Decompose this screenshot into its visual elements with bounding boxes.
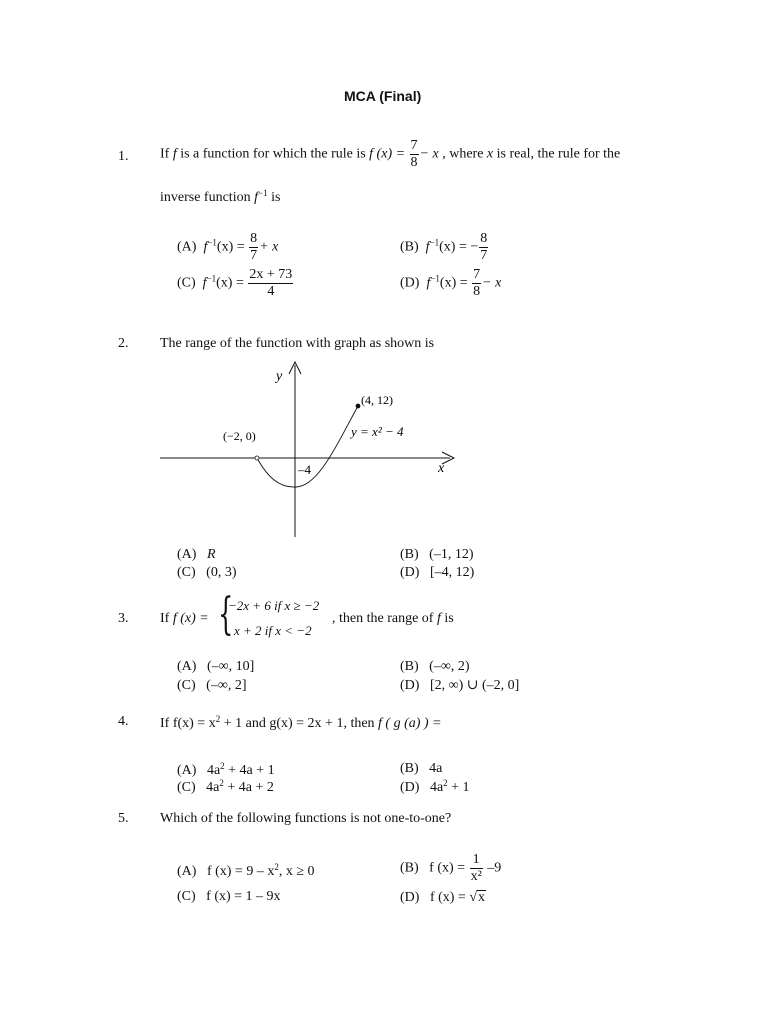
- q3-stem-tail: , then the range of f is: [332, 611, 454, 626]
- q5-option-a[interactable]: (A) f $(x) = 9 - x^2$, x ≥ 0: [177, 862, 315, 879]
- q2-number: 2.: [118, 336, 129, 351]
- q3-option-b[interactable]: (B) (–∞, 2): [400, 659, 470, 674]
- vertex-label: –4: [298, 462, 311, 477]
- x-axis-arrow: [442, 452, 454, 464]
- y-axis-label: y: [276, 369, 283, 384]
- q5-option-b[interactable]: (B) f (x) = $\frac{1}{\text{x²}}$ –9: [400, 852, 502, 884]
- q2-option-d[interactable]: (D) [–4, 12): [400, 565, 475, 580]
- q2-option-b[interactable]: (B) (–1, 12): [400, 547, 474, 562]
- q2-option-a[interactable]: (A) R: [177, 547, 216, 562]
- q4-number: 4.: [118, 714, 129, 729]
- q1-stem-line2: inverse function $f^{-1}$ is: [160, 188, 281, 205]
- q1-number: 1.: [118, 149, 129, 164]
- q1-option-c[interactable]: (C) $f^{-1}(x)$ = $\frac{2x + 73}{4}$: [177, 267, 293, 299]
- q2-stem: The range of the function with graph as shown is: [160, 336, 435, 351]
- q2-option-c[interactable]: (C) (0, 3): [177, 565, 237, 580]
- q3-option-a[interactable]: (A) (–∞, 10]: [177, 659, 255, 674]
- q5-option-d[interactable]: (D) f (x) = √x: [400, 890, 486, 905]
- q4-option-a[interactable]: (A) $4a^2 + 4a + 1$: [177, 761, 275, 778]
- q4-stem: If $f(x) = x^2 + 1$ and g(x) = 2x + 1, then f ( g (a) ) =: [160, 714, 442, 731]
- q4-option-b[interactable]: (B) 4a: [400, 761, 443, 776]
- q1-option-b[interactable]: (B) $f^{-1}(x)$ = − $\frac{8}{7}$: [400, 231, 488, 263]
- parabola-curve: [257, 406, 358, 487]
- x-axis-label: x: [438, 461, 445, 476]
- point-left-label: (−2, 0): [223, 429, 256, 443]
- q1-option-d[interactable]: (D) $f^{-1}(x)$ = $\frac{7}{8}$ − x: [400, 267, 502, 299]
- q3-option-c[interactable]: (C) (–∞, 2]: [177, 678, 247, 693]
- page-title: MCA (Final): [344, 88, 422, 104]
- q3-option-d[interactable]: (D) [2, ∞) ∪ (–2, 0]: [400, 678, 520, 693]
- endpoint-left: [255, 456, 259, 460]
- q3-case-1: −2x + 6 if x ≥ −2: [228, 598, 320, 613]
- point-right-label: (4, 12): [361, 393, 393, 407]
- equation-label: y = x² − 4: [351, 424, 404, 439]
- q1-stem-line1: If f is a function for which the rule is f (x) = $\frac{7}{8}$ − x , where x is real, the rule for the: [160, 138, 621, 170]
- endpoint-right: [356, 404, 360, 408]
- sqrt-sign-icon: √: [469, 890, 478, 905]
- q3-number: 3.: [118, 611, 129, 626]
- q4-option-d[interactable]: (D) $4a^2 + 1$: [400, 778, 470, 795]
- q3-case-2: x + 2 if x < −2: [234, 623, 312, 638]
- q4-option-c[interactable]: (C) $4a^2 + 4a + 2$: [177, 778, 274, 795]
- q5-option-c[interactable]: (C) f (x) = 1 – 9x: [177, 889, 281, 904]
- q5-stem: Which of the following functions is not one-to-one?: [160, 811, 452, 826]
- q1-option-a[interactable]: (A) $f^{-1}(x)$ = $\frac{8}{7}$ + x: [177, 231, 279, 263]
- q1-stem-fraction: $\frac{7}{8}$: [410, 138, 418, 170]
- q3-stem-lhs: If f (x) =: [160, 611, 209, 626]
- q5-number: 5.: [118, 811, 129, 826]
- y-axis-arrow: [289, 362, 301, 374]
- q3-brace: {: [218, 589, 234, 640]
